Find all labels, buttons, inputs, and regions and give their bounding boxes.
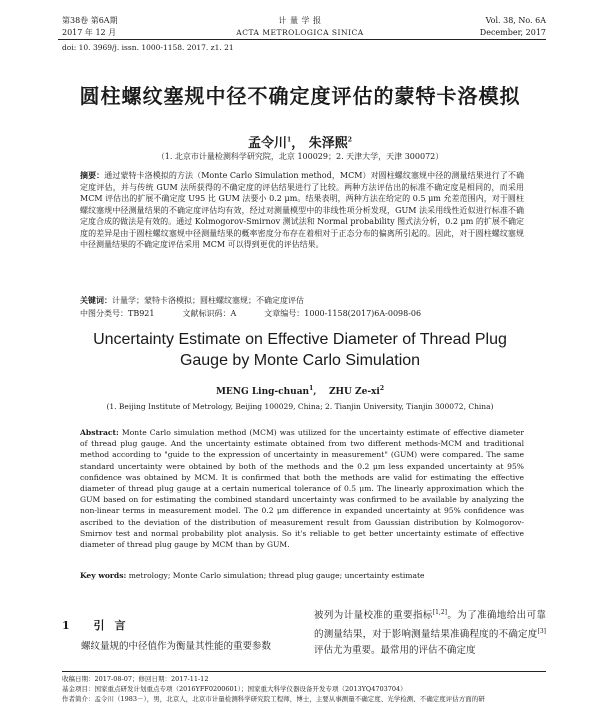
citation-ref-2: [3] bbox=[537, 628, 546, 636]
page-title-cn: 圆柱螺纹塞规中径不确定度评估的蒙特卡洛模拟 bbox=[79, 84, 521, 108]
footnote-rule bbox=[62, 671, 546, 672]
author-2-en: ZHU Ze-xi bbox=[328, 387, 380, 397]
keywords-cn-label: 关键词： bbox=[80, 295, 112, 305]
abstract-cn-label: 摘要： bbox=[80, 170, 105, 180]
body-right-text-b: 。为了准确地给出可靠的测量结果，对于影响测量结果准确程度的不确定度 bbox=[314, 610, 546, 641]
author-2-cn: 朱泽熙 bbox=[308, 136, 348, 151]
author-2-en-sup: 2 bbox=[379, 385, 385, 392]
body-right-text-a: 被列为计量校准的重要指标 bbox=[314, 610, 433, 622]
keywords-en bbox=[80, 570, 524, 581]
section-number: 1 bbox=[62, 619, 80, 632]
author-1-en: MENG Ling-chuan bbox=[215, 387, 310, 397]
author-1-en-sup: 1 bbox=[309, 385, 314, 392]
document-code: 文献标识码：A bbox=[182, 309, 237, 318]
clc-number: 中图分类号：TB921 bbox=[80, 309, 155, 318]
body-left-column: 螺纹量规的中径值作为衡量其性能的重要参数 bbox=[81, 641, 272, 652]
classification-cn bbox=[80, 308, 524, 319]
journal-name-cn: 计 量 学 报 bbox=[278, 16, 322, 25]
author-1-cn: 孟令川 bbox=[248, 136, 288, 151]
journal-volume-en: Vol. 38, No. 6A bbox=[485, 16, 546, 25]
page-title-en: Uncertainty Estimate on Effective Diameter of Thread Plug Gauge by Monte Carlo Simulation bbox=[93, 331, 507, 369]
article-number: 文章编号：1000-1158(2017)6A-0098-06 bbox=[264, 309, 422, 318]
section-title: 引言 bbox=[93, 619, 136, 632]
abstract-cn bbox=[80, 170, 524, 251]
citation-ref-1: [1,2] bbox=[432, 609, 447, 616]
body-right-column bbox=[314, 605, 546, 659]
author-2-sup: 2 bbox=[347, 136, 352, 144]
header-rule bbox=[58, 39, 546, 40]
keywords-cn bbox=[80, 295, 524, 306]
abstract-en bbox=[80, 427, 524, 550]
authors-en bbox=[0, 385, 600, 397]
body-right-text-c: 评估尤为重要。最常用的评估不确定度 bbox=[314, 645, 476, 657]
section-heading bbox=[62, 617, 136, 633]
author-en-separator: , bbox=[313, 387, 329, 397]
doi: doi: 10. 3969/j. issn. 1000-1158. 2017. z1. 21 bbox=[62, 43, 234, 52]
journal-date-en: December, 2017 bbox=[479, 28, 546, 37]
authors-cn bbox=[0, 132, 600, 151]
footnote-received: 收稿日期：2017-08-07；修回日期：2017-11-12 bbox=[62, 675, 209, 683]
affiliation-cn: （1. 北京市计量检测科学研究院，北京 100029；2. 天津大学，天津 300072） bbox=[156, 152, 444, 161]
keywords-en-label: Key words: bbox=[80, 571, 127, 580]
author-separator: ， bbox=[291, 136, 309, 151]
keywords-en-text: metrology; Monte Carlo simulation; thread plug gauge; uncertainty estimate bbox=[126, 571, 425, 580]
affiliation-en: (1. Beijing Institute of Metrology, Beijing 100029, China; 2. Tianjin University, Tianjin 300072, China) bbox=[106, 402, 494, 411]
abstract-en-label: Abstract: bbox=[80, 428, 119, 437]
footnote-fund: 基金项目：国家重点研发计划重点专项（2016YFF0200601）；国家重大科学仪器设备开发专项（2013YQ4703704） bbox=[62, 685, 407, 693]
abstract-en-text: Monte Carlo simulation method (MCM) was utilized for the uncertainty estimate of effective diameter of thread plug gauge. And the uncertainty estimate obtained from two different methods-MCM and traditional method according to "guide to the expression of uncertainty in measurement" (GUM) were compared. The same standard uncertainty were obtained by both of the methods and the 0.2 μm less expanded uncertainty at 95% confidence was obtained by MCM. It is confirmed that both the methods are valid for estimating the effective diameter of thread plug gauge at a certain numerical tolerance of 0.5 μm. The linearly approximation which the GUM based on for estimating the combined standard uncertainty was confirmed to be available by analyzing the non-linear terms in measurement model. The 0.2 μm difference in expanded uncertainty at 95% confidence was ascribed to the deviation of the distribution of measurement result from Gaussian distribution by Kolmogorov-Smirnov test and normal probability plot analysis. So it's reliable to get better uncertainty estimate of effective diameter of thread plug gauge by MCM than by GUM. bbox=[80, 428, 524, 550]
journal-name-en: ACTA METROLOGICA SINICA bbox=[236, 28, 364, 37]
footnote-author-info: 作者简介：孟令川（1983－），男，北京人，北京市计量检测科学研究院工程师，博士，主要从事测量不确定度、光学检测、不确定度评估方面的研 bbox=[62, 695, 485, 703]
journal-volume-issue: 第38卷 第6A期 bbox=[62, 16, 118, 25]
keywords-cn-text: 计量学；蒙特卡洛模拟；圆柱螺纹塞规；不确定度评估 bbox=[112, 296, 304, 305]
author-1-sup: 1 bbox=[287, 136, 292, 144]
abstract-cn-text: 通过蒙特卡洛模拟的方法（Monte Carlo Simulation method，MCM）对圆柱螺纹塞规中径的测量结果进行了不确定度评估，并与传统 GUM 法所获得的不确定度的评估结果进行了比较。两种方法评估出的标准不确定度是相同的，而采用 MCM 评估出的扩展不确定度 U95 比 GUM 法要小 0.2 μm。结果表明，两种方法在给定的 0.5 μm 允差范围内，对于圆柱螺纹塞规中径测量结果的不确定度评估均有效，经过对测量模型中的非线性项分析发现，GUM 法采用线性近似进行标准不确定度合成的做法是有效的。通过 Kolmogorov-Smirnov 测试法和 Normal probability 图式法分析，0.2 μm 的扩展不确定度的差异是由于圆柱螺纹塞规中径测量结果的概率密度分布存在着相对于正态分布的偏离所引起的。因此，对于圆柱螺纹塞规中径测量结果的不确定度评估采用 MCM 可以得到更优的评估结果。 bbox=[80, 171, 524, 249]
journal-date: 2017 年 12 月 bbox=[62, 28, 117, 37]
